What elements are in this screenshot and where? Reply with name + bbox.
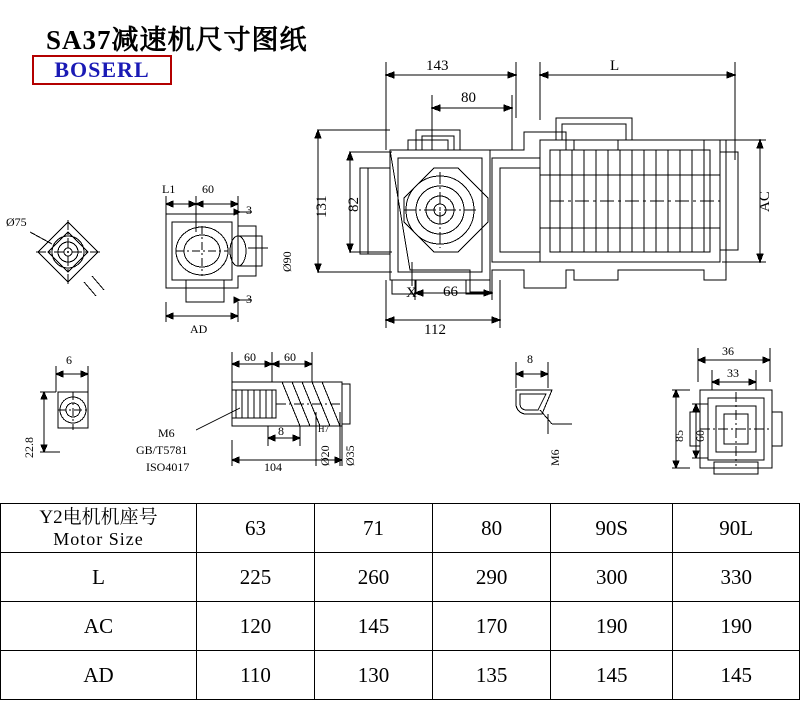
table-row: [1, 651, 800, 700]
header-label-cn: Y2电机机座号: [39, 506, 158, 528]
dim-dia35: Ø35: [343, 445, 357, 466]
dim-22-8: 22.8: [22, 437, 36, 458]
dim-8-shaft: 8: [278, 424, 284, 438]
label-gb-standard: GB/T5781: [136, 443, 188, 457]
dim-60-a: 60: [244, 350, 256, 364]
dim-X: X: [406, 285, 417, 301]
dim-60-b: 60: [284, 350, 296, 364]
row-label-AD: AD: [1, 651, 197, 700]
dim-8-key: 8: [527, 352, 533, 366]
table-header-size-2: 80: [433, 504, 551, 553]
dim-dia75: Ø75: [6, 215, 27, 229]
spec-table: [0, 503, 800, 700]
table-header-size-1: 71: [315, 504, 433, 553]
page-title: SA37减速机尺寸图纸: [46, 25, 308, 55]
row-AC-value-1: 145: [315, 602, 433, 651]
brand-logo-text: BOSERL: [54, 57, 150, 82]
dim-85: 85: [672, 430, 686, 442]
row-L-value-2: 290: [433, 553, 551, 602]
dim-L: L: [610, 58, 620, 74]
dim-66: 66: [443, 284, 458, 300]
table-header-size-4: 90L: [673, 504, 800, 553]
dim-dia90: Ø90: [280, 251, 294, 272]
row-L-value-1: 260: [315, 553, 433, 602]
header-label-en: Motor Size: [53, 528, 144, 549]
dim-80: 80: [461, 90, 476, 106]
dim-33: 33: [727, 366, 739, 380]
row-L-value-4: 330: [673, 553, 800, 602]
table-header-size-0: 63: [197, 504, 315, 553]
dim-3-top: 3: [246, 203, 252, 217]
label-M6-key: M6: [548, 449, 562, 466]
label-M6-shaft: M6: [158, 426, 175, 440]
dim-131: 131: [314, 195, 330, 218]
row-AC-value-3: 190: [551, 602, 673, 651]
dim-36: 36: [722, 344, 734, 358]
dim-L1: L1: [162, 182, 176, 196]
table-header-row: [1, 504, 800, 553]
row-label-AC: AC: [1, 602, 197, 651]
dim-60-right: 60: [693, 430, 707, 442]
table-row: [1, 602, 800, 651]
row-AD-value-4: 145: [673, 651, 800, 700]
dim-112: 112: [424, 322, 446, 338]
row-AD-value-2: 135: [433, 651, 551, 700]
dim-82: 82: [346, 197, 362, 212]
row-AD-value-0: 110: [197, 651, 315, 700]
table-header-size-3: 90S: [551, 504, 673, 553]
row-AD-value-1: 130: [315, 651, 433, 700]
row-AC-value-0: 120: [197, 602, 315, 651]
dim-6: 6: [66, 353, 72, 367]
table-header-label: [1, 504, 197, 553]
dim-AD: AD: [190, 322, 208, 336]
row-label-L: L: [1, 553, 197, 602]
row-L-value-3: 300: [551, 553, 673, 602]
dim-143: 143: [426, 58, 449, 74]
table-row: [1, 553, 800, 602]
dim-60-mid: 60: [202, 182, 214, 196]
dim-dia20: Ø20: [318, 445, 332, 466]
dim-dia20-tolerance: H7: [318, 424, 329, 434]
row-L-value-0: 225: [197, 553, 315, 602]
dim-3-bottom: 3: [246, 292, 252, 306]
dim-AC: AC: [757, 191, 773, 212]
row-AD-value-3: 145: [551, 651, 673, 700]
row-AC-value-2: 170: [433, 602, 551, 651]
label-iso-standard: ISO4017: [146, 460, 190, 474]
row-AC-value-4: 190: [673, 602, 800, 651]
dim-104: 104: [264, 460, 282, 474]
